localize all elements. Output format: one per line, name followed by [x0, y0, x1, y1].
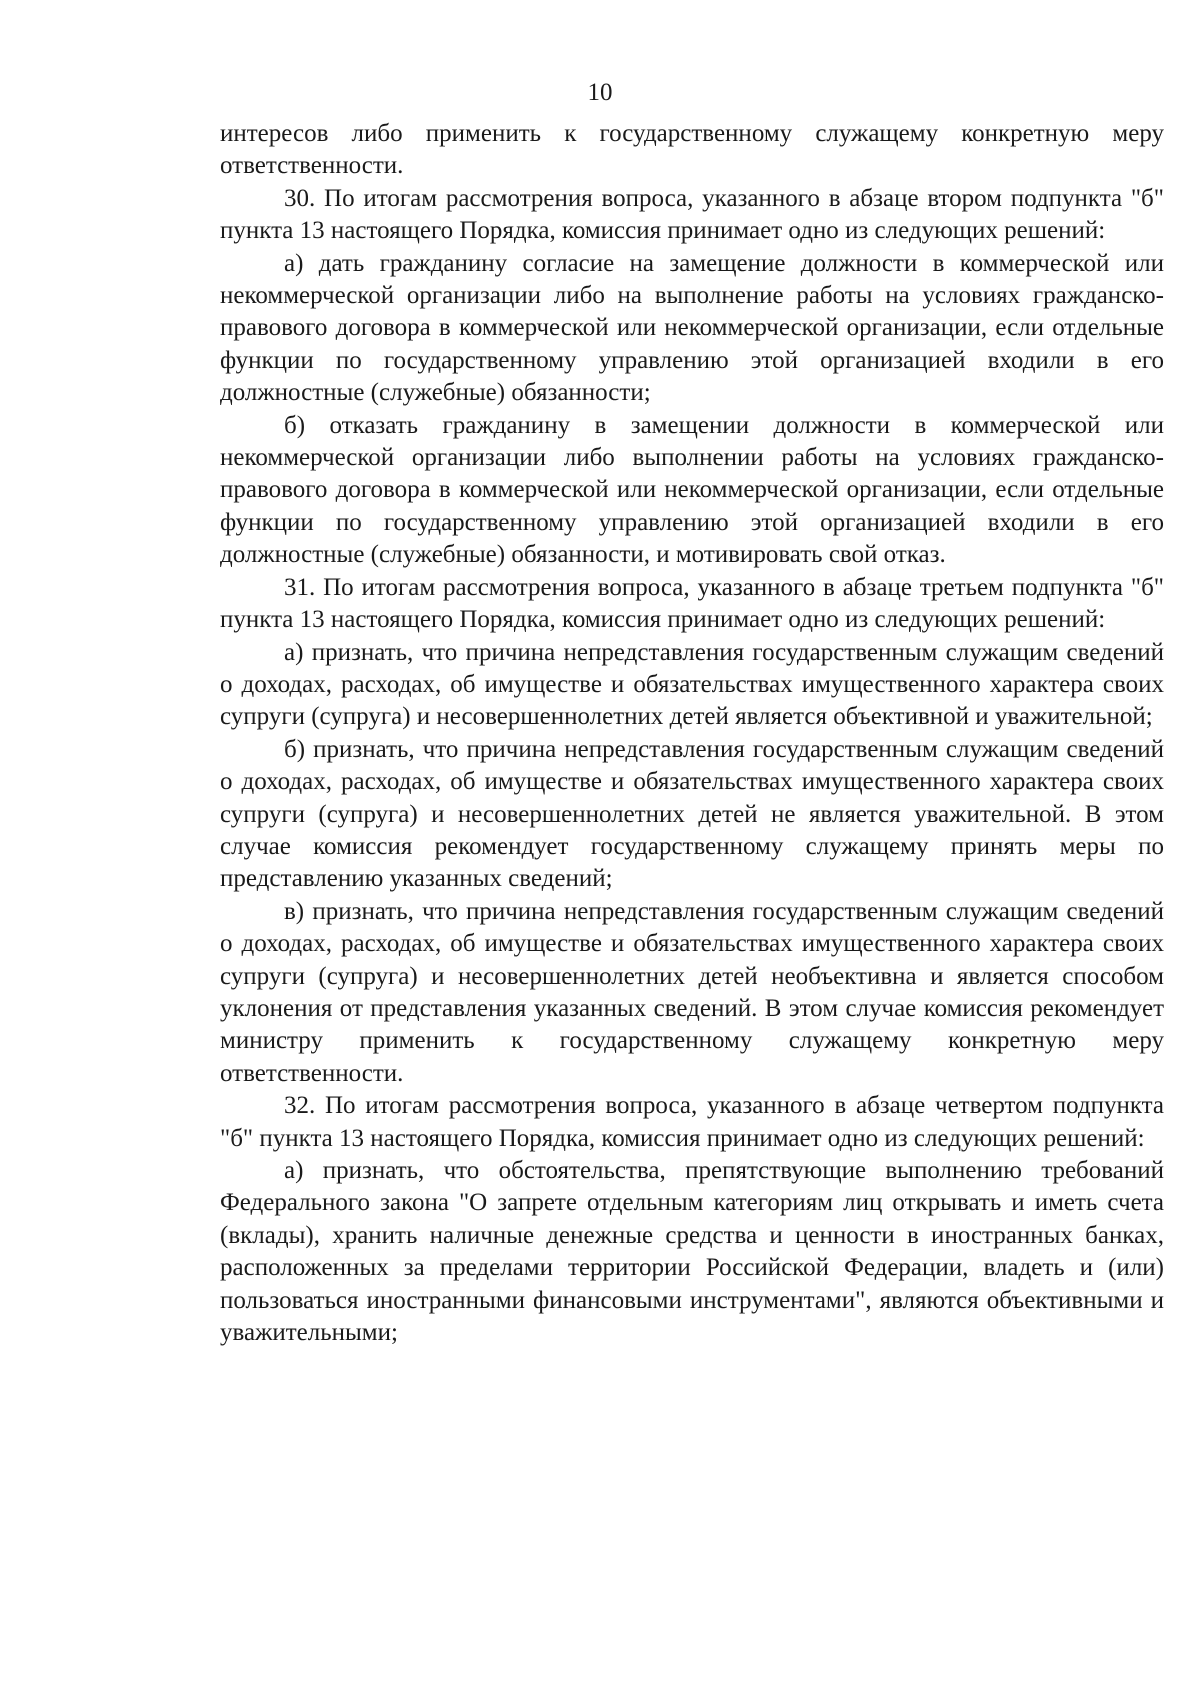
- paragraph-item-30-a: а) дать гражданину согласие на замещение должности в коммерческой или некоммерческой организации либо на выполнение работы на условиях гражданско-правового договора в коммерческой или некоммерческой организации, если отдельные функции по государственному управлению этой организацией входили в его должностные (служебные) обязанности;: [220, 249, 1164, 407]
- document-body: [220, 118, 1164, 1349]
- paragraph-item-31: 31. По итогам рассмотрения вопроса, указанного в абзаце третьем подпункта "б" пункта 13 настоящего Порядка, комиссия принимает одно из следующих решений:: [220, 573, 1164, 634]
- paragraph-item-32-a: а) признать, что обстоятельства, препятствующие выполнению требований Федерального закона "О запрете отдельным категориям лиц открывать и иметь счета (вклады), хранить наличные денежные средства и ценности в иностранных банках, расположенных за пределами территории Российской Федерации, владеть и (или) пользоваться иностранными финансовыми инструментами", являются объективными и уважительными;: [220, 1157, 1164, 1347]
- paragraph-item-31-v: в) признать, что причина непредставления государственным служащим сведений о доходах, расходах, об имуществе и обязательствах имущественного характера своих супруги (супруга) и несовершеннолетних детей необъективна и является способом уклонения от представления указанных сведений. В этом случае комиссия рекомендует министру применить к государственному служащему конкретную меру ответственности.: [220, 897, 1164, 1087]
- paragraph-continuation: интересов либо применить к государственному служащему конкретную меру ответственности.: [220, 120, 1164, 180]
- paragraph-item-31-b: б) признать, что причина непредставления государственным служащим сведений о доходах, расходах, об имуществе и обязательствах имущественного характера своих супруги (супруга) и несовершеннолетних детей не является уважительной. В этом случае комиссия рекомендует государственному служащему принять меры по представлению указанных сведений;: [220, 735, 1164, 893]
- paragraph-item-32: 32. По итогам рассмотрения вопроса, указанного в абзаце четвертом подпункта "б" пункта 13 настоящего Порядка, комиссия принимает одно из следующих решений:: [220, 1092, 1164, 1152]
- page-number: 10: [587, 79, 613, 106]
- paragraph-item-30-b: б) отказать гражданину в замещении должности в коммерческой или некоммерческой организации либо выполнении работы на условиях гражданско-правового договора в коммерческой или некоммерческой организации, если отдельные функции по государственному управлению этой организацией входили в его должностные (служебные) обязанности, и мотивировать свой отказ.: [220, 411, 1164, 569]
- paragraph-item-31-a: а) признать, что причина непредставления государственным служащим сведений о доходах, расходах, об имуществе и обязательствах имущественного характера своих супруги (супруга) и несовершеннолетних детей является объективной и уважительной;: [220, 638, 1164, 731]
- paragraph-item-30: 30. По итогам рассмотрения вопроса, указанного в абзаце втором подпункта "б" пункта 13 настоящего Порядка, комиссия принимает одно из следующих решений:: [220, 184, 1164, 245]
